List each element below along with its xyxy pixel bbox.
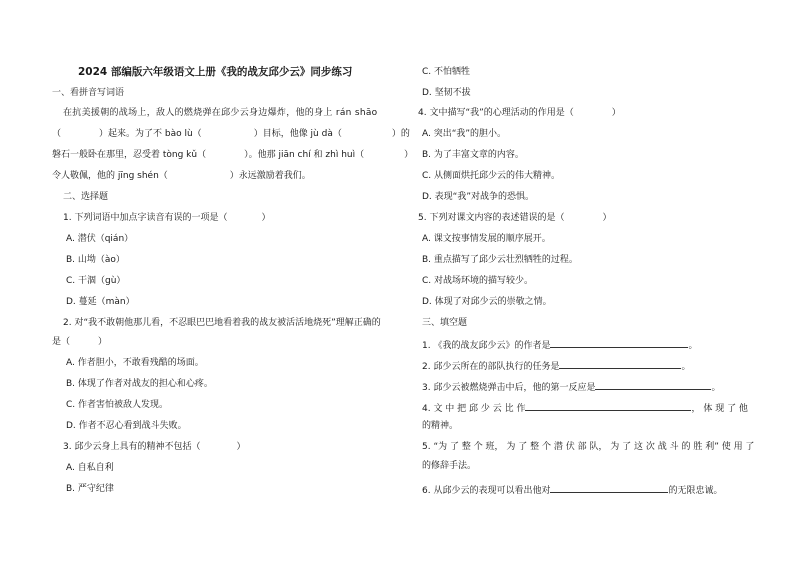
q4-option-d: D. 表现“我”对战争的恐惧。 — [422, 192, 534, 202]
fill-2-text: 2. 邱少云所在的部队执行的任务是 — [422, 362, 560, 372]
q5-option-d: D. 体现了对邱少云的崇敬之情。 — [422, 297, 552, 307]
question-2: 2. 对“我不敢朝他那儿看，不忍眼巴巴地看着我的战友被活活地烧死”理解正确的 — [63, 318, 381, 328]
fill-4-text-end: ， 体 现 了 他 — [691, 404, 748, 414]
q4-option-c: C. 从侧面烘托邱少云的伟大精神。 — [422, 171, 561, 181]
question-3 — [63, 441, 245, 453]
fill-6-text-end: 的无限忠诚。 — [668, 486, 723, 496]
fill-1-blank[interactable] — [550, 338, 688, 348]
paren-close: ） — [602, 213, 612, 223]
q2-option-a: A. 作者胆小，不敢看残酷的场面。 — [66, 358, 204, 368]
fill-question-4 — [422, 401, 748, 415]
fill-question-5-continued: 的修辞手法。 — [422, 461, 477, 471]
fill-question-2 — [422, 359, 690, 373]
q3-option-c: C. 不怕牺牲 — [422, 67, 471, 77]
paren-close: ） — [98, 337, 108, 347]
period: 。 — [688, 341, 698, 351]
section-choice-heading: 二、选择题 — [63, 192, 109, 202]
pinyin-paragraph-line2 — [52, 128, 410, 140]
q1-option-d: D. 蔓延（màn） — [66, 297, 135, 307]
question-5 — [418, 212, 611, 224]
fill-6-text: 6. 从邱少云的表现可以看出他对 — [422, 486, 551, 496]
q2-option-c: C. 作者害怕被敌人发现。 — [66, 400, 169, 410]
q3-option-a: A. 自私自利 — [66, 463, 114, 473]
paren-open: （ — [52, 129, 62, 139]
period: 。 — [711, 383, 721, 393]
fill-question-6 — [422, 483, 722, 497]
pinyin-paragraph-line4 — [52, 170, 311, 182]
page-title: 2024 部编版六年级语文上册《我的战友邱少云》同步练习 — [78, 66, 353, 78]
q5-option-c: C. 对战场环境的描写较少。 — [422, 276, 534, 286]
q3-option-b: B. 严守纪律 — [66, 484, 114, 494]
question-2-text: 是（ — [52, 337, 71, 347]
fill-question-3 — [422, 380, 720, 394]
fill-6-blank[interactable] — [550, 483, 668, 493]
q2-option-d: D. 作者不忍心看到战斗失败。 — [66, 421, 187, 431]
q5-option-a: A. 课文按事情发展的顺序展开。 — [422, 234, 551, 244]
text-segment: 令人敬佩，他的 jīng shén（ — [52, 171, 168, 181]
text-segment: ）永远激励着我们。 — [229, 171, 311, 181]
q1-option-b: B. 山坳（ào） — [66, 255, 125, 265]
paren-close: ） — [611, 108, 621, 118]
question-1 — [63, 212, 270, 224]
question-4 — [418, 107, 621, 119]
fill-question-4-continued: 的精神。 — [422, 421, 459, 431]
text-segment: 磐石一般卧在那里，忍受着 tòng kǔ（ — [52, 150, 207, 160]
text-segment: ）的 — [391, 129, 410, 139]
fill-question-1 — [422, 338, 697, 352]
q2-option-b: B. 体现了作者对战友的担心和心疼。 — [66, 379, 213, 389]
fill-4-blank[interactable] — [525, 401, 691, 411]
question-2-continued — [52, 336, 107, 348]
paren-close: ） — [261, 213, 271, 223]
fill-2-blank[interactable] — [559, 359, 681, 369]
text-segment: ） — [404, 150, 414, 160]
q4-option-a: A. 突出“我”的胆小。 — [422, 129, 507, 139]
fill-1-text: 1. 《我的战友邱少云》的作者是 — [422, 341, 551, 351]
question-5-text: 5. 下列对课文内容的表述错误的是（ — [418, 213, 565, 223]
pinyin-paragraph-line1: 在抗美援朝的战场上，敌人的燃烧弹在邱少云身边爆炸，他的身上 rán shāo — [63, 108, 378, 118]
question-1-text: 1. 下列词语中加点字读音有误的一项是（ — [63, 213, 228, 223]
paren-close: ） — [236, 442, 246, 452]
q1-option-c: C. 干涸（gù） — [66, 276, 126, 286]
text-segment: ）目标，他像 jù dà（ — [253, 129, 342, 139]
q1-option-a: A. 潜伏（qián） — [66, 234, 134, 244]
question-3-text: 3. 邱少云身上具有的精神不包括（ — [63, 442, 201, 452]
fill-3-text: 3. 邱少云被燃烧弹击中后，他的第一反应是 — [422, 383, 596, 393]
pinyin-paragraph-line3 — [52, 149, 413, 161]
period: 。 — [681, 362, 691, 372]
text-segment: ）。他那 jiān chí 和 zhì huì（ — [244, 150, 365, 160]
section-pinyin-heading: 一、看拼音写词语 — [52, 88, 125, 98]
fill-4-text: 4. 文 中 把 邱 少 云 比 作 — [422, 404, 526, 414]
fill-question-5: 5. “为 了 整 个 班， 为 了 整 个 潜 伏 部 队， 为 了 这 次 战 斗 的 胜 利” 使 用 了 — [422, 442, 755, 452]
text-segment: ）起来。为了不 bào lù（ — [99, 129, 202, 139]
question-4-text: 4. 文中描写“我”的心理活动的作用是（ — [418, 108, 574, 118]
q5-option-b: B. 重点描写了邱少云壮烈牺牲的过程。 — [422, 255, 578, 265]
section-fill-heading: 三、填空题 — [422, 318, 468, 328]
q4-option-b: B. 为了丰富文章的内容。 — [422, 150, 524, 160]
fill-3-blank[interactable] — [595, 380, 711, 390]
q3-option-d: D. 坚韧不拔 — [422, 88, 471, 98]
